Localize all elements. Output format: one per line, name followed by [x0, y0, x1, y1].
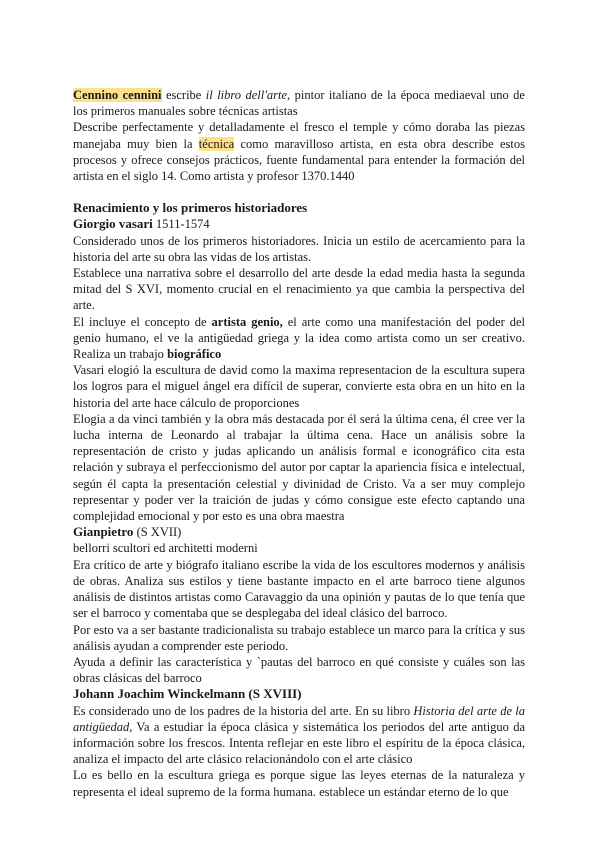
paragraph-cennini-intro [73, 87, 525, 119]
paragraph-gianpietro-3: Por esto va a ser bastante tradicionalista su trabajo establece un marco para la crítica y sus análisis ayudan a comprender este periodo. [73, 622, 525, 653]
paragraph-vasari-1: Considerado unos de los primeros historiadores. Inicia un estilo de acercamiento para la historia del arte su obra las vidas de los artistas. [73, 233, 525, 264]
paragraph-vasari-4: Vasari elogió la escultura de david como la maxima representacion de la escultura supera los logros para el miguel ángel era difícil de superar, convierte esta obra en un hito en la historia del arte hace cálculo de proporciones [73, 363, 525, 410]
paragraph-vasari-2: Establece una narrativa sobre el desarrollo del arte desde la edad media hasta la segunda mitad del S XVI, momento crucial en el renacimiento ya que cambia la perspectiva del arte. [73, 266, 525, 313]
paragraph-gianpietro-1: bellorri scultori ed architetti moderni [73, 541, 258, 556]
author-name: Giorgio vasari [73, 216, 153, 232]
heading-winckelmann: Johann Joachim Winckelmann (S XVIII) [73, 686, 302, 702]
author-dates: (S XVII) [133, 525, 182, 540]
heading-gianpietro [73, 524, 525, 540]
paragraph-winckelmann-1 [73, 703, 525, 768]
bold-term: artista genio, [211, 314, 283, 329]
text-segment: el arte como una manifestación del poder del genio humano, el ve la antigüedad griega y la idea como artista como un ser creativo. Realiza un trabajo [73, 314, 526, 362]
text-segment: El incluye el concepto de [73, 314, 212, 329]
text-segment: Describe perfectamente y detalladamente el fresco el temple y cómo doraba las piezas manejaba muy bien la [73, 120, 525, 151]
highlighted-word: técnica [198, 136, 235, 151]
text-segment: como maravilloso artista, en esta obra describe estos procesos y ofrece consejos prácticos, fuente fundamental para entender la formación del artista en el siglo 14. Como artista y profesor 1370.1440 [73, 136, 525, 184]
book-title: il libro dell'arte [205, 88, 288, 102]
paragraph-gianpietro-2: Era crítico de arte y biógrafo italiano escribe la vida de los escultores modernos y análisis de obras. Analiza sus estilos y tiene bastante impacto en el arte barroco tiene algunos análisis de distintos artistas como Caravaggio da una opinión y pautas de lo que tenía que ser el barroco y comentaba que se desplegaba del ideal clásico del barroco. [73, 557, 525, 621]
book-title: Historia del arte de la antigüedad [73, 703, 526, 734]
text-segment: Es considerado uno de los padres de la historia del arte. En su libro [73, 703, 414, 718]
author-name: Gianpietro [73, 524, 134, 540]
highlighted-author-name: Cennino cennini [73, 88, 162, 102]
author-dates: 1511-1574 [152, 217, 210, 232]
paragraph-winckelmann-2: Lo es bello en la escultura griega es porque sigue las leyes eternas de la naturaleza y representa el ideal supremo de la forma humana. establece un estándar eterno de lo que [73, 768, 525, 799]
paragraph-vasari-5: Elogia a da vinci también y la obra más destacada por él será la última cena, él cree ver la lucha interna de Leonardo al trabajar la última cena. Hace un análisis sobre la representación de cristo y judas aplicando un análisis formal e iconográfico cita esta relación y subraya el perfeccionismo del autor por captar la apariencia física e intelectual, según él capta la presentación celestial y divinidad de Cristo. Va a ser muy complejo representar y poder ver la traición de judas y cómo consigue este efecto captando una complejidad emocional y por esto es una obra maestra [73, 411, 525, 524]
text-segment: escribe [161, 88, 206, 102]
heading-vasari [73, 216, 525, 232]
bold-term: biográfico [167, 347, 222, 362]
blank-line [73, 184, 525, 200]
paragraph-cennini-description [73, 119, 525, 184]
text-segment: , Va a estudiar la época clásica y sistemática los periodos del arte antiguo da información sobre los frescos. Intenta reflejar en este libro el espíritu de la época clásica, analiza el impacto del arte clásico relacionándolo con el arte clásico [73, 719, 525, 767]
text-segment: , pintor italiano de la época mediaeval uno de los primeros manuales sobre técnicas artistas [73, 88, 525, 119]
paragraph-gianpietro-4: Ayuda a definir las característica y `pautas del barroco en qué consiste y cuáles son las obras clásicas del barroco [73, 654, 525, 686]
section-heading: Renacimiento y los primeros historiadores [73, 200, 308, 216]
document-body [73, 87, 525, 800]
paragraph-vasari-3 [73, 314, 525, 363]
